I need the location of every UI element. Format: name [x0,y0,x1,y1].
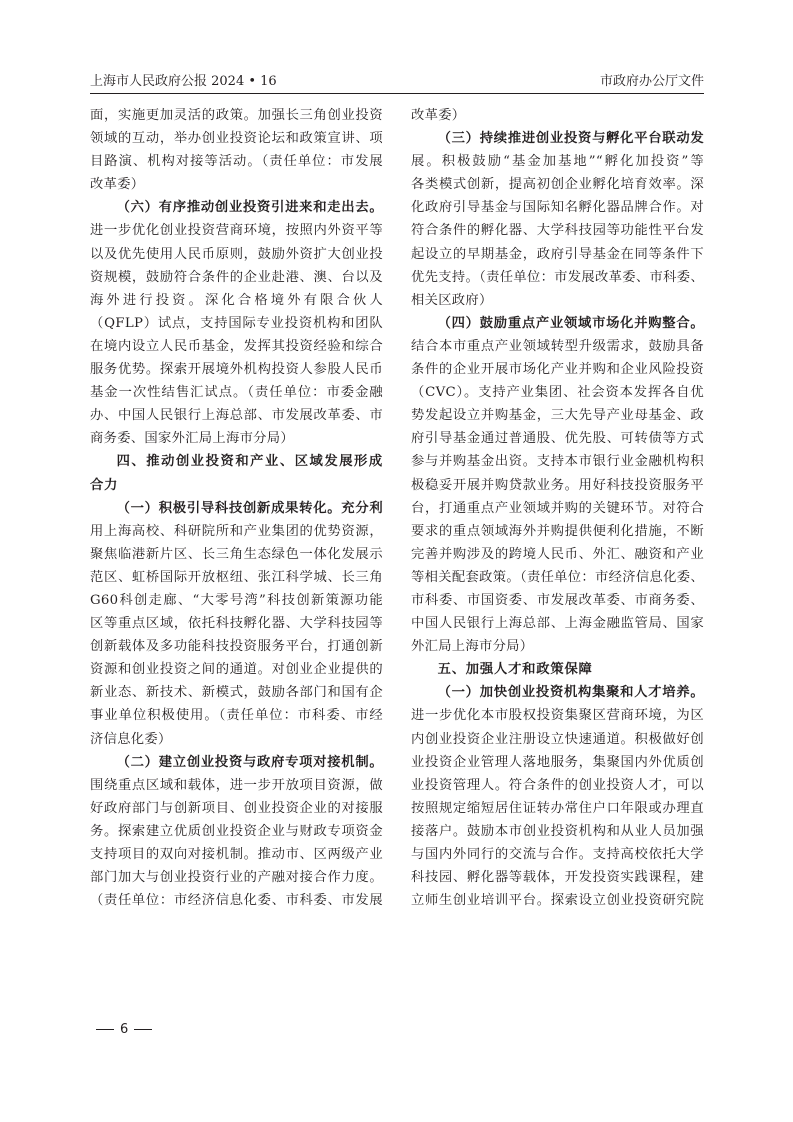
text-line: 与国内外同行的交流与合作。支持高校依托大学 [411,847,704,862]
text-line: 府引导基金通过普通股、优先股、可转债等方式 [411,431,704,447]
subheading-text: （一）积极引导科技创新成果转化。充分利 [116,500,383,516]
page-header [90,70,704,92]
dash-right [134,1029,152,1030]
text-line: 市科委、市国资委、市发展改革委、市商务委、 [411,592,704,608]
text-line: 结合本市重点产业领域转型升级需求，鼓励具备 [411,338,704,354]
text-line: 势发起设立并购基金，三大先导产业母基金、政 [411,408,704,424]
text-line: 完善并购涉及的跨境人民币、外汇、融资和产业 [411,546,704,562]
text-line: 业投资企业管理人落地服务，集聚国内外优质创 [411,754,704,770]
text-line: 科技园、孵化器等载体，开发投资实践课程，建 [411,870,704,886]
text-line: 条件的企业开展市场化产业并购和企业风险投资 [411,362,704,378]
text-line: 目路演、机构对接等活动。（责任单位：市发展 [90,154,383,170]
paragraph-subheading [90,497,383,520]
text-line: 资源和创业投资之间的通道。对创业企业提供的 [90,662,383,678]
text-line: 展。积极鼓励“基金加基地”“孵化加投资”等 [411,154,704,170]
text-line: 化政府引导基金与国际知名孵化器品牌合作。对 [411,200,704,216]
text-line: 务。探索建立优质创业投资企业与财政专项资金 [90,823,383,839]
text-line: 进一步优化本市股权投资集聚区营商环境，为区 [411,708,704,724]
text-line-end: 商务委、国家外汇局上海市分局） [90,431,294,447]
text-line: 服务优势。探索开展境外机构投资人参股人民币 [90,362,383,378]
text-line: 按照规定缩短居住证转办常住户口年限或办理直 [411,800,704,816]
text-line: 符合条件的孵化器、大学科技园等功能性平台发 [411,223,704,239]
text-line-end: 济信息化委） [90,731,172,747]
text-line: 各类模式创新，提高初创企业孵化培育效率。深 [411,177,704,193]
text-line: 参与并购基金出资。支持本市银行业金融机构积 [411,454,704,470]
text-line: （CVC）。支持产业集团、社会资本发挥各自优 [411,385,704,401]
text-line: 海外进行投资。深化合格境外有限合伙人 [90,292,383,308]
text-line: 办、中国人民银行上海总部、市发展改革委、市 [90,408,383,424]
text-line-end: 改革委） [411,108,466,123]
text-line-end: 改革委） [90,177,145,193]
text-line: 资规模，鼓励符合条件的企业赴港、澳、台以及 [90,269,383,285]
subheading-text: （三）持续推进创业投资与孵化平台联动发 [437,131,704,147]
text-line: 聚焦临港新片区、长三角生态绿色一体化发展示 [90,546,383,562]
text-line: 用上海高校、科研院所和产业集团的优势资源， [90,523,383,539]
text-line: G60科创走廊、“大零号湾”科技创新策源功能 [90,592,383,608]
paragraph-subheading [90,751,383,774]
text-line: 优先支持。（责任单位：市发展改革委、市科委、 [411,269,704,285]
paragraph-subheading [411,312,704,335]
text-line: 好政府部门与创新项目、创业投资企业的对接服 [90,800,383,816]
section-heading-line: 四、推动创业投资和产业、区域发展形成 [116,454,383,470]
text-line: 创新载体及多功能科技投资服务平台，打通创新 [90,639,383,655]
text-line: （责任单位：市经济信息化委、市科委、市发展 [90,893,383,909]
text-line: 等相关配套政策。（责任单位：市经济信息化委、 [411,569,704,585]
text-line: 围绕重点区域和载体，进一步开放项目资源，做 [90,777,383,793]
text-line: 以及优先使用人民币原则，鼓励外资扩大创业投 [90,246,383,262]
text-line: 中国人民银行上海总部、上海金融监管局、国家 [411,616,704,632]
text-line: 范区、虹桥国际开放枢纽、张江科学城、长三角 [90,569,383,585]
text-line: 支持项目的双向对接机制。推动市、区两级产业 [90,847,383,862]
text-line: 立师生创业培训平台。探索设立创业投资研究院 [411,893,704,909]
text-line: 接落户。鼓励本市创业投资机构和从业人员加强 [411,823,704,839]
paragraph-subheading [411,127,704,150]
right-column [411,104,704,912]
text-line: 在境内设立人民币基金，发挥其投资经验和综合 [90,338,383,354]
page-number [90,1022,158,1037]
text-line: 面，实施更加灵活的政策。加强长三角创业投资 [90,108,383,123]
text-line: 要求的重点领域海外并购提供便利化措施，不断 [411,523,704,539]
text-line: 新业态、新技术、新模式，鼓励各部门和国有企 [90,685,383,701]
paragraph-subheading [90,196,383,219]
gazette-title: 上海市人民政府公报 2024 • 16 [90,74,277,89]
left-column [90,104,383,912]
paragraph-subheading [411,681,704,704]
header-rule [90,93,704,94]
section-heading: 五、加强人才和政策保障 [437,662,593,678]
text-line: 起设立的早期基金，政府引导基金在同等条件下 [411,246,704,262]
text-line: 区等重点区域，依托科技孵化器、大学科技园等 [90,616,383,632]
text-line: 进一步优化创业投资营商环境，按照内外资平等 [90,223,383,239]
text-line-end: 相关区政府） [411,292,493,308]
subheading-text: （二）建立创业投资与政府专项对接机制。 [116,754,383,770]
section-heading: 合力 [90,477,119,493]
text-line: 领域的互动，举办创业投资论坛和政策宣讲、项 [90,131,383,147]
dash-left [96,1029,114,1030]
text-line: 事业单位积极使用。（责任单位：市科委、市经 [90,708,383,724]
subheading-text: （六）有序推动创业投资引进来和走出去。 [116,200,383,216]
page-number-value: 6 [120,1022,129,1037]
text-line: 基金一次性结售汇试点。（责任单位：市委金融 [90,385,383,401]
text-line: 业投资管理人。符合条件的创业投资人才，可以 [411,777,704,793]
text-line-end: 外汇局上海市分局） [411,639,534,655]
text-line: 部门加大与创业投资行业的产融对接合作力度。 [90,870,383,886]
text-line: 极稳妥开展并购贷款业务。用好科技投资服务平 [411,477,704,493]
subheading-text: （一）加快创业投资机构集聚和人才培养。 [437,685,704,701]
text-line: （QFLP）试点，支持国际专业投资机构和团队 [90,315,383,331]
text-line: 台，打通重点产业领域并购的关键环节。对符合 [411,500,704,516]
text-line: 内创业投资企业注册设立快速通道。积极做好创 [411,731,704,747]
subheading-text: （四）鼓励重点产业领域市场化并购整合。 [437,315,704,331]
document-category: 市政府办公厅文件 [599,74,704,89]
